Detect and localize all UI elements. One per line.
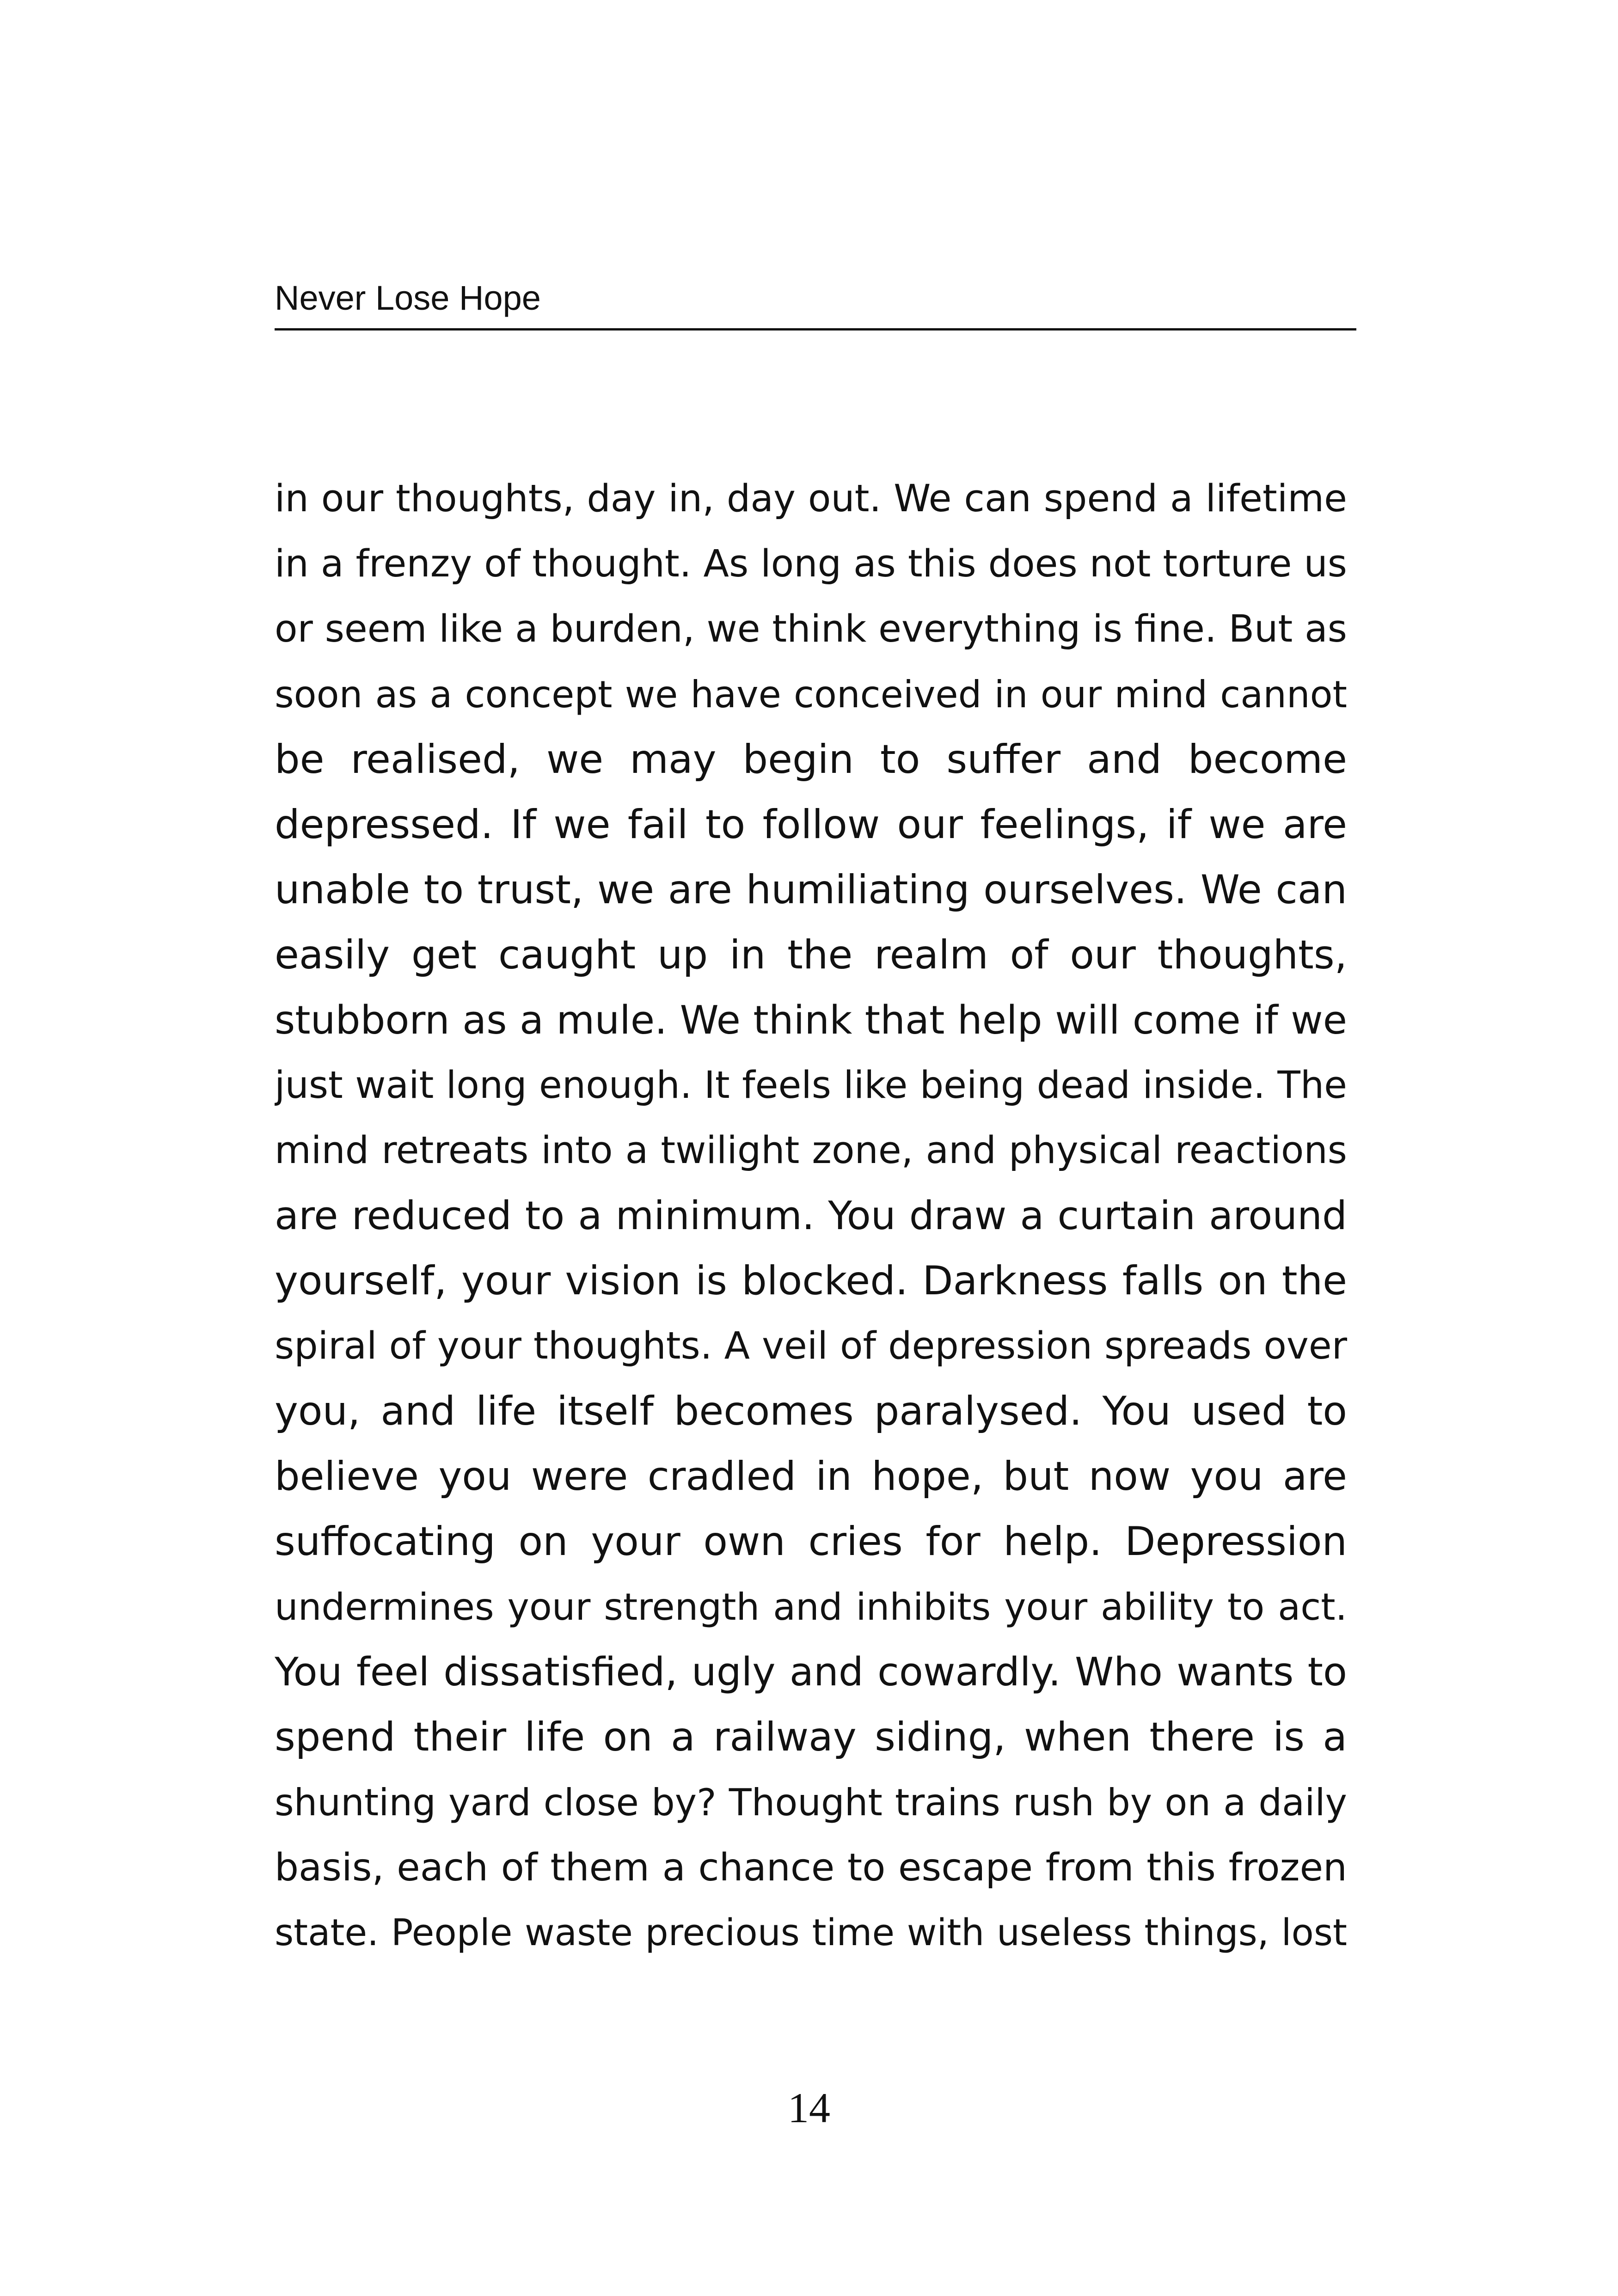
text-line: soon as a concept we have conceived in our mind cannot	[275, 673, 1347, 716]
text-line: spend their life on a railway siding, when there is a	[275, 1714, 1347, 1760]
text-line: basis, each of them a chance to escape from this frozen	[275, 1846, 1347, 1890]
running-header	[275, 273, 1356, 331]
text-line: are reduced to a minimum. You draw a curtain around	[275, 1193, 1347, 1239]
page-number: 14	[788, 2084, 830, 2131]
text-line: be realised, we may begin to suffer and become	[275, 736, 1347, 783]
text-line: in our thoughts, day in, day out. We can spend a lifetime	[275, 477, 1347, 520]
text-line: You feel dissatisfied, ugly and cowardly. Who wants to	[275, 1649, 1347, 1695]
text-line: just wait long enough. It feels like being dead inside. The	[275, 1064, 1347, 1107]
text-line: mind retreats into a twilight zone, and physical reactions	[275, 1129, 1347, 1172]
text-line: in a frenzy of thought. As long as this does not torture us	[275, 542, 1347, 586]
text-line: depressed. If we fail to follow our feelings, if we are	[275, 802, 1347, 848]
text-line: or seem like a burden, we think everything is fine. But as	[275, 607, 1347, 651]
text-line: believe you were cradled in hope, but now you are	[275, 1453, 1347, 1500]
text-line: shunting yard close by? Thought trains rush by on a daily	[275, 1781, 1347, 1824]
text-line: suffocating on your own cries for help. Depression	[275, 1518, 1347, 1565]
text-line: you, and life itself becomes paralysed. You used to	[275, 1388, 1347, 1434]
text-line: state. People waste precious time with useless things, lost	[275, 1911, 1347, 1954]
text-line: spiral of your thoughts. A veil of depression spreads over	[275, 1324, 1347, 1368]
text-line: yourself, your vision is blocked. Darkness falls on the	[275, 1258, 1347, 1304]
text-line: undermines your strength and inhibits your ability to act.	[275, 1586, 1347, 1629]
text-line: stubborn as a mule. We think that help will come if we	[275, 998, 1347, 1043]
body-text	[275, 466, 1347, 1965]
text-line: unable to trust, we are humiliating ourselves. We can	[275, 867, 1347, 913]
running-title: Never Lose Hope	[275, 279, 541, 317]
text-line: easily get caught up in the realm of our thoughts,	[275, 932, 1347, 978]
